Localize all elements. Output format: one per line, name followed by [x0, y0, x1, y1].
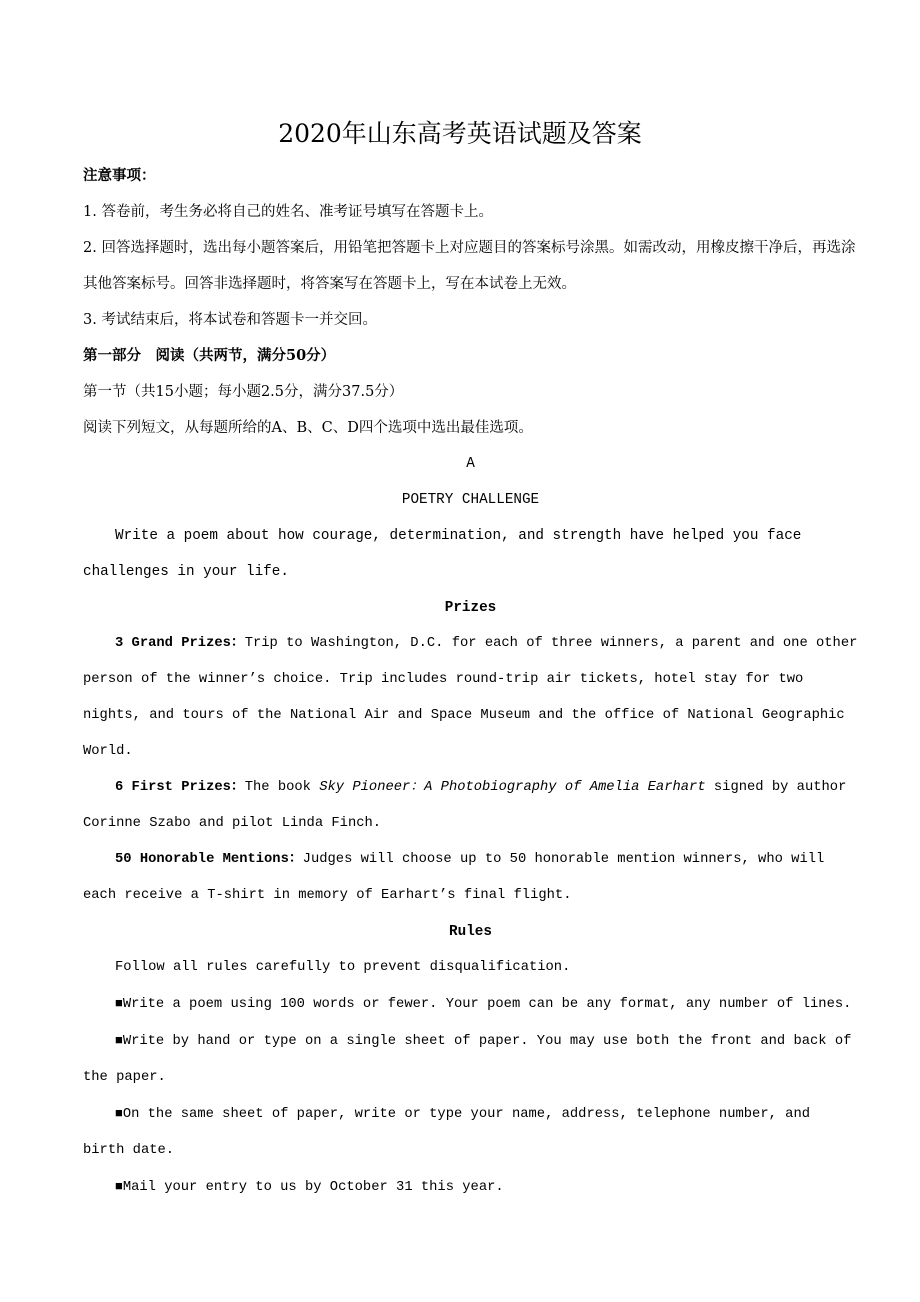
rules-intro: Follow all rules carefully to prevent disqualification.: [115, 960, 571, 975]
square-bullet-icon: ■: [115, 1106, 123, 1121]
notice-item-3: 3. 考试结束后，将本试卷和答题卡一并交回。: [83, 312, 377, 328]
first-prizes-post: signed by author Corinne Szabo and pilot Linda Finch.: [83, 780, 847, 831]
grand-prizes-paragraph: [83, 626, 858, 770]
first-prizes-pre: The book: [244, 780, 320, 795]
rule-text: Write a poem using 100 words or fewer. Your poem can be any format, any number of lines.: [122, 997, 852, 1012]
honorable-mentions-paragraph: [83, 842, 858, 914]
rule-item: [83, 1169, 858, 1206]
square-bullet-icon: ■: [115, 996, 123, 1011]
passage-intro: Write a poem about how courage, determination, and strength have helped you face challenges in your life.: [83, 528, 802, 580]
passage-letter: A: [466, 456, 475, 472]
honorable-mentions-text: Judges will choose up to 50 honorable mention winners, who will each receive a T-shirt in memory of Earhart’s final flight.: [83, 852, 825, 903]
notice-item-1: 1. 答卷前，考生务必将自己的姓名、准考证号填写在答题卡上。: [83, 204, 493, 220]
part1-instruction: 阅读下列短文，从每题所给的A、B、C、D四个选项中选出最佳选项。: [83, 420, 533, 436]
rule-text: Write by hand or type on a single sheet of paper. You may use both the front and back of the paper.: [83, 1034, 852, 1085]
grand-prizes-label: 3 Grand Prizes：: [115, 636, 245, 651]
rule-item: [83, 1096, 858, 1169]
page-title: 2020年山东高考英语试题及答案: [278, 119, 642, 148]
document-body: [83, 158, 858, 1206]
rule-text: On the same sheet of paper, write or type your name, address, telephone number, and birth date.: [83, 1107, 811, 1158]
square-bullet-icon: ■: [115, 1033, 123, 1048]
passage-heading: POETRY CHALLENGE: [401, 492, 540, 508]
rule-item: [83, 1023, 858, 1096]
prizes-heading: Prizes: [444, 600, 497, 616]
part1-heading: 第一部分 阅读（共两节，满分50分）: [83, 347, 336, 364]
rule-item: [83, 986, 858, 1023]
grand-prizes-text: Trip to Washington, D.C. for each of three winners, a parent and one other person of the winner’s choice. Trip includes round-trip air tickets, hotel stay for two nights, and tours of the National Air and Space Museum and the office of National Geographic World.: [83, 636, 858, 759]
book-title: Sky Pioneer：A Photobiography of Amelia Earhart: [319, 780, 706, 795]
rule-text: Mail your entry to us by October 31 this year.: [122, 1180, 504, 1195]
honorable-mentions-label: 50 Honorable Mentions：: [115, 852, 303, 867]
first-prizes-paragraph: [83, 770, 858, 842]
first-prizes-label: 6 First Prizes：: [115, 780, 245, 795]
notice-heading: 注意事项：: [83, 167, 156, 184]
rules-heading: Rules: [449, 924, 492, 940]
section1-heading: 第一节（共15小题；每小题2.5分，满分37.5分）: [83, 384, 404, 400]
square-bullet-icon: ■: [115, 1179, 123, 1194]
notice-item-2: 2. 回答选择题时，选出每小题答案后，用铅笔把答题卡上对应题目的答案标号涂黑。如需改动，用橡皮擦干净后，再选涂其他答案标号。回答非选择题时，将答案写在答题卡上，写在本试卷上无效。: [83, 240, 856, 292]
